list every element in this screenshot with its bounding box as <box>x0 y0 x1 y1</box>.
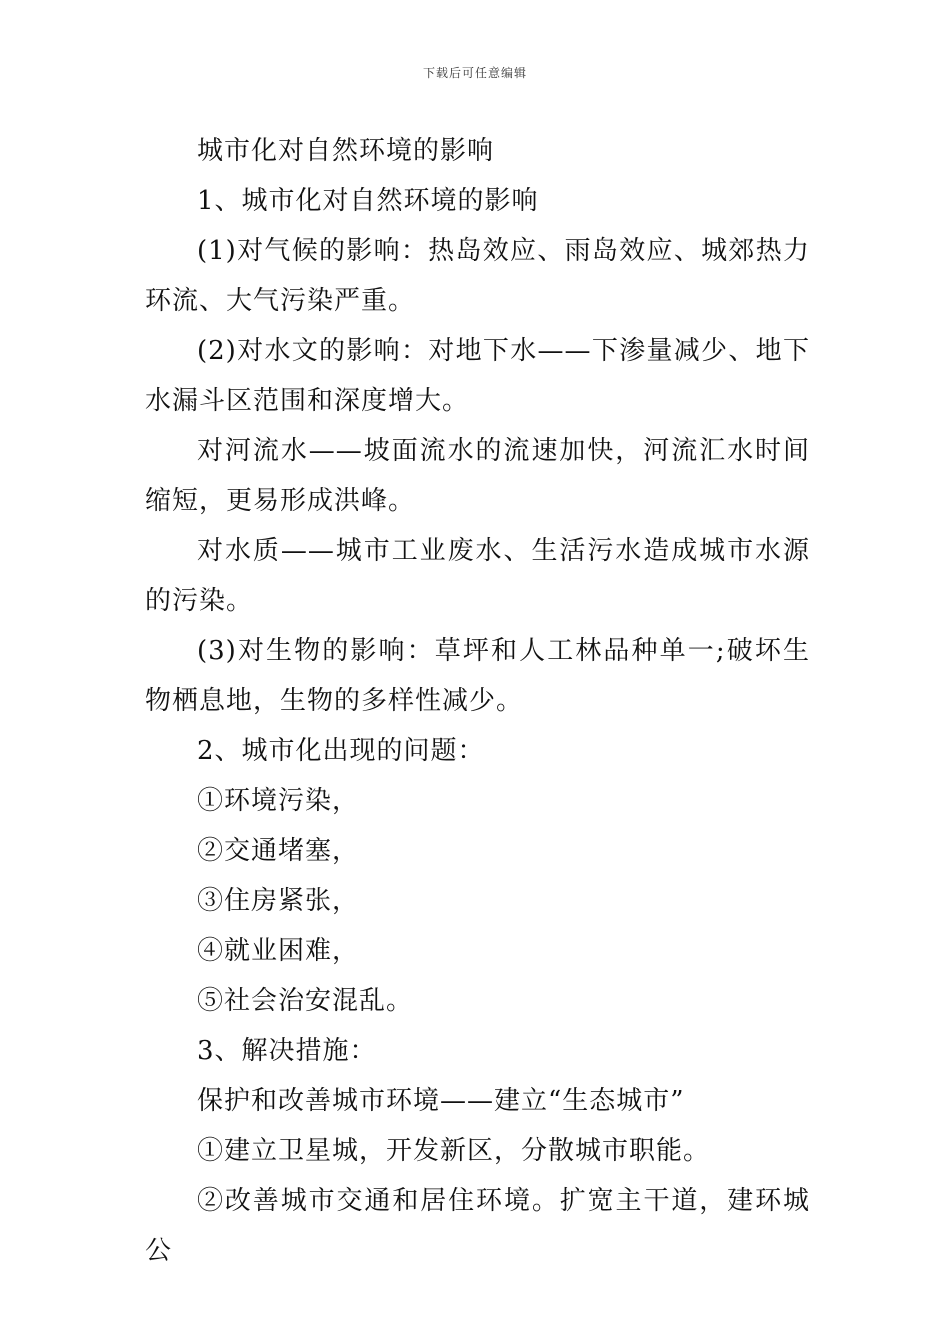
paragraph-hydrology: (2)对水文的影响：对地下水——下渗量减少、地下水漏斗区范围和深度增大。 <box>145 336 810 416</box>
paragraph-river-water: 对河流水——坡面流水的流速加快，河流汇水时间缩短，更易形成洪峰。 <box>145 436 810 516</box>
paragraph-eco-city: 保护和改善城市环境——建立“生态城市” <box>197 1086 685 1116</box>
section-heading-1: 1、城市化对自然环境的影响 <box>197 186 539 216</box>
section-heading-3: 3、解决措施： <box>197 1036 377 1066</box>
list-item: ③住房紧张， <box>197 886 360 916</box>
list-item: ①建立卫星城，开发新区，分散城市职能。 <box>197 1136 711 1166</box>
paragraph-biology: (3)对生物的影响：草坪和人工林品种单一;破坏生物栖息地，生物的多样性减少。 <box>145 636 810 716</box>
list-item: ②改善城市交通和居住环境。扩宽主干道，建环城公 <box>145 1186 810 1266</box>
document-title: 城市化对自然环境的影响 <box>197 136 495 166</box>
page-header: 下载后可任意编辑 <box>422 66 527 80</box>
list-item: ①环境污染， <box>197 786 360 816</box>
paragraph-climate: (1)对气候的影响：热岛效应、雨岛效应、城郊热力环流、大气污染严重。 <box>145 236 810 316</box>
list-item: ④就业困难， <box>197 936 360 966</box>
document-body <box>145 126 810 1276</box>
list-item: ②交通堵塞， <box>197 836 360 866</box>
paragraph-water-quality: 对水质——城市工业废水、生活污水造成城市水源的污染。 <box>145 536 810 616</box>
list-item: ⑤社会治安混乱。 <box>197 986 414 1016</box>
section-heading-2: 2、城市化出现的问题： <box>197 736 485 766</box>
